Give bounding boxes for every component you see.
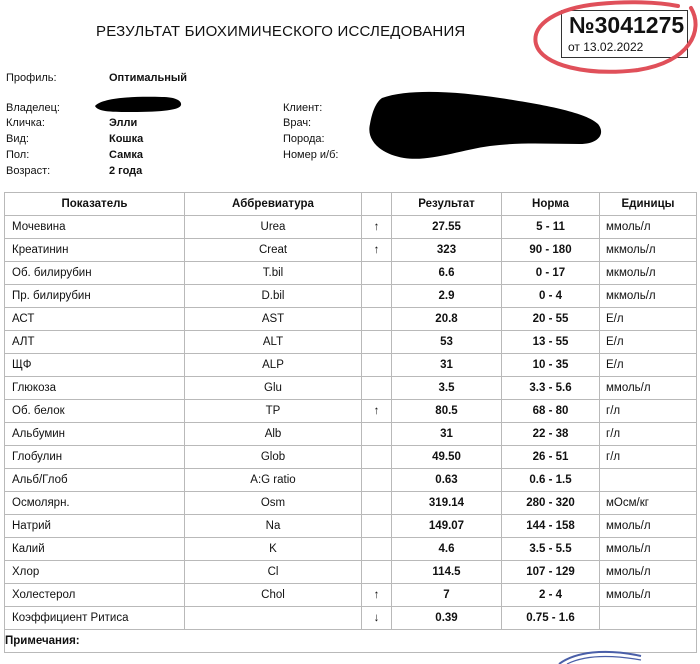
flag-cell: [362, 538, 392, 561]
result-cell: 27.55: [392, 216, 502, 239]
units-cell: ммоль/л: [600, 584, 697, 607]
units-cell: ммоль/л: [600, 216, 697, 239]
result-cell: 0.63: [392, 469, 502, 492]
abbreviation-cell: ALT: [185, 331, 362, 354]
flag-cell: ↑: [362, 216, 392, 239]
norm-cell: 0 - 17: [502, 262, 600, 285]
table-row: [5, 584, 697, 607]
norm-cell: 3.5 - 5.5: [502, 538, 600, 561]
abbreviation-cell: K: [185, 538, 362, 561]
owner-label: Владелец:: [6, 102, 60, 114]
units-cell: мкмоль/л: [600, 239, 697, 262]
norm-cell: 22 - 38: [502, 423, 600, 446]
units-cell: мОсм/кг: [600, 492, 697, 515]
client-label: Клиент:: [283, 102, 323, 114]
units-cell: г/л: [600, 446, 697, 469]
abbreviation-cell: Cl: [185, 561, 362, 584]
report-number: №3041275: [569, 12, 685, 38]
table-row: [5, 377, 697, 400]
parameter-cell: Альбумин: [5, 423, 185, 446]
norm-cell: 107 - 129: [502, 561, 600, 584]
units-cell: Е/л: [600, 354, 697, 377]
flag-cell: ↑: [362, 400, 392, 423]
table-row: [5, 492, 697, 515]
units-cell: мкмоль/л: [600, 262, 697, 285]
norm-cell: 0 - 4: [502, 285, 600, 308]
doctor-label: Врач:: [283, 117, 312, 129]
table-row: [5, 216, 697, 239]
pet-name-value: Элли: [109, 117, 138, 129]
norm-cell: 10 - 35: [502, 354, 600, 377]
norm-cell: 280 - 320: [502, 492, 600, 515]
header-result: Результат: [392, 193, 502, 216]
table-row: [5, 423, 697, 446]
flag-cell: ↑: [362, 584, 392, 607]
parameter-cell: АСТ: [5, 308, 185, 331]
flag-cell: [362, 354, 392, 377]
abbreviation-cell: Chol: [185, 584, 362, 607]
result-cell: 319.14: [392, 492, 502, 515]
flag-cell: [362, 561, 392, 584]
parameter-cell: Пр. билирубин: [5, 285, 185, 308]
abbreviation-cell: A:G ratio: [185, 469, 362, 492]
abbreviation-cell: TP: [185, 400, 362, 423]
parameter-cell: АЛТ: [5, 331, 185, 354]
units-cell: мкмоль/л: [600, 285, 697, 308]
flag-cell: [362, 308, 392, 331]
parameter-cell: Коэффициент Ритиса: [5, 607, 185, 630]
abbreviation-cell: Osm: [185, 492, 362, 515]
units-cell: ммоль/л: [600, 515, 697, 538]
table-row: [5, 538, 697, 561]
units-cell: Е/л: [600, 331, 697, 354]
parameter-cell: Глюкоза: [5, 377, 185, 400]
parameter-cell: Осмолярн.: [5, 492, 185, 515]
flag-cell: ↑: [362, 239, 392, 262]
norm-cell: 0.6 - 1.5: [502, 469, 600, 492]
result-cell: 3.5: [392, 377, 502, 400]
red-circle-annotation: [528, 0, 700, 80]
table-row: [5, 561, 697, 584]
header-norm: Норма: [502, 193, 600, 216]
norm-cell: 3.3 - 5.6: [502, 377, 600, 400]
sex-value: Самка: [109, 149, 143, 161]
units-cell: ммоль/л: [600, 561, 697, 584]
table-row: [5, 262, 697, 285]
table-row: [5, 239, 697, 262]
flag-cell: [362, 492, 392, 515]
parameter-cell: Хлор: [5, 561, 185, 584]
abbreviation-cell: Glu: [185, 377, 362, 400]
parameter-cell: Об. билирубин: [5, 262, 185, 285]
units-cell: [600, 607, 697, 630]
result-cell: 53: [392, 331, 502, 354]
result-cell: 0.39: [392, 607, 502, 630]
document-title: РЕЗУЛЬТАТ БИОХИМИЧЕСКОГО ИССЛЕДОВАНИЯ: [96, 23, 466, 40]
abbreviation-cell: D.bil: [185, 285, 362, 308]
report-date: от 13.02.2022: [568, 40, 644, 54]
age-label: Возраст:: [6, 165, 51, 177]
card-number-label: Номер и/б:: [283, 149, 339, 161]
result-cell: 114.5: [392, 561, 502, 584]
result-cell: 80.5: [392, 400, 502, 423]
norm-cell: 2 - 4: [502, 584, 600, 607]
abbreviation-cell: Creat: [185, 239, 362, 262]
abbreviation-cell: Urea: [185, 216, 362, 239]
table-header-row: [5, 193, 697, 216]
parameter-cell: Натрий: [5, 515, 185, 538]
parameter-cell: Альб/Глоб: [5, 469, 185, 492]
table-row: [5, 446, 697, 469]
units-cell: [600, 469, 697, 492]
norm-cell: 90 - 180: [502, 239, 600, 262]
result-cell: 149.07: [392, 515, 502, 538]
norm-cell: 13 - 55: [502, 331, 600, 354]
table-row: [5, 607, 697, 630]
parameter-cell: Глобулин: [5, 446, 185, 469]
result-cell: 31: [392, 423, 502, 446]
units-cell: г/л: [600, 423, 697, 446]
age-value: 2 года: [109, 165, 143, 177]
client-redaction: [360, 84, 606, 164]
parameter-cell: Мочевина: [5, 216, 185, 239]
parameter-cell: Креатинин: [5, 239, 185, 262]
abbreviation-cell: ALP: [185, 354, 362, 377]
flag-cell: [362, 446, 392, 469]
sex-label: Пол:: [6, 149, 30, 161]
header-parameter: Показатель: [5, 193, 185, 216]
flag-cell: [362, 331, 392, 354]
norm-cell: 68 - 80: [502, 400, 600, 423]
result-cell: 7: [392, 584, 502, 607]
norm-cell: 26 - 51: [502, 446, 600, 469]
result-cell: 323: [392, 239, 502, 262]
table-row: [5, 400, 697, 423]
parameter-cell: Калий: [5, 538, 185, 561]
abbreviation-cell: AST: [185, 308, 362, 331]
owner-redaction: [92, 94, 184, 116]
norm-cell: 0.75 - 1.6: [502, 607, 600, 630]
table-row: [5, 469, 697, 492]
profile-value: Оптимальный: [109, 72, 188, 84]
flag-cell: [362, 285, 392, 308]
profile-label: Профиль:: [6, 72, 57, 84]
result-cell: 6.6: [392, 262, 502, 285]
table-row: [5, 285, 697, 308]
flag-cell: [362, 515, 392, 538]
flag-cell: [362, 423, 392, 446]
header-abbreviation: Аббревиатура: [185, 193, 362, 216]
norm-cell: 20 - 55: [502, 308, 600, 331]
result-cell: 31: [392, 354, 502, 377]
table-row: [5, 331, 697, 354]
units-cell: ммоль/л: [600, 377, 697, 400]
units-cell: Е/л: [600, 308, 697, 331]
table-row: [5, 308, 697, 331]
stamp-edge: [555, 644, 645, 664]
breed-label: Порода:: [283, 133, 325, 145]
norm-cell: 144 - 158: [502, 515, 600, 538]
abbreviation-cell: T.bil: [185, 262, 362, 285]
abbreviation-cell: Glob: [185, 446, 362, 469]
species-value: Кошка: [109, 133, 144, 145]
result-cell: 49.50: [392, 446, 502, 469]
flag-cell: [362, 377, 392, 400]
units-cell: г/л: [600, 400, 697, 423]
header-flag: [362, 193, 392, 216]
species-label: Вид:: [6, 133, 29, 145]
result-cell: 20.8: [392, 308, 502, 331]
flag-cell: ↓: [362, 607, 392, 630]
notes-label: Примечания:: [5, 630, 697, 653]
parameter-cell: ЩФ: [5, 354, 185, 377]
abbreviation-cell: [185, 607, 362, 630]
table-row: [5, 354, 697, 377]
flag-cell: [362, 262, 392, 285]
result-cell: 4.6: [392, 538, 502, 561]
flag-cell: [362, 469, 392, 492]
parameter-cell: Об. белок: [5, 400, 185, 423]
result-cell: 2.9: [392, 285, 502, 308]
table-row: [5, 515, 697, 538]
units-cell: ммоль/л: [600, 538, 697, 561]
abbreviation-cell: Na: [185, 515, 362, 538]
header-units: Единицы: [600, 193, 697, 216]
parameter-cell: Холестерол: [5, 584, 185, 607]
pet-name-label: Кличка:: [6, 117, 45, 129]
results-table: [4, 192, 697, 653]
abbreviation-cell: Alb: [185, 423, 362, 446]
norm-cell: 5 - 11: [502, 216, 600, 239]
